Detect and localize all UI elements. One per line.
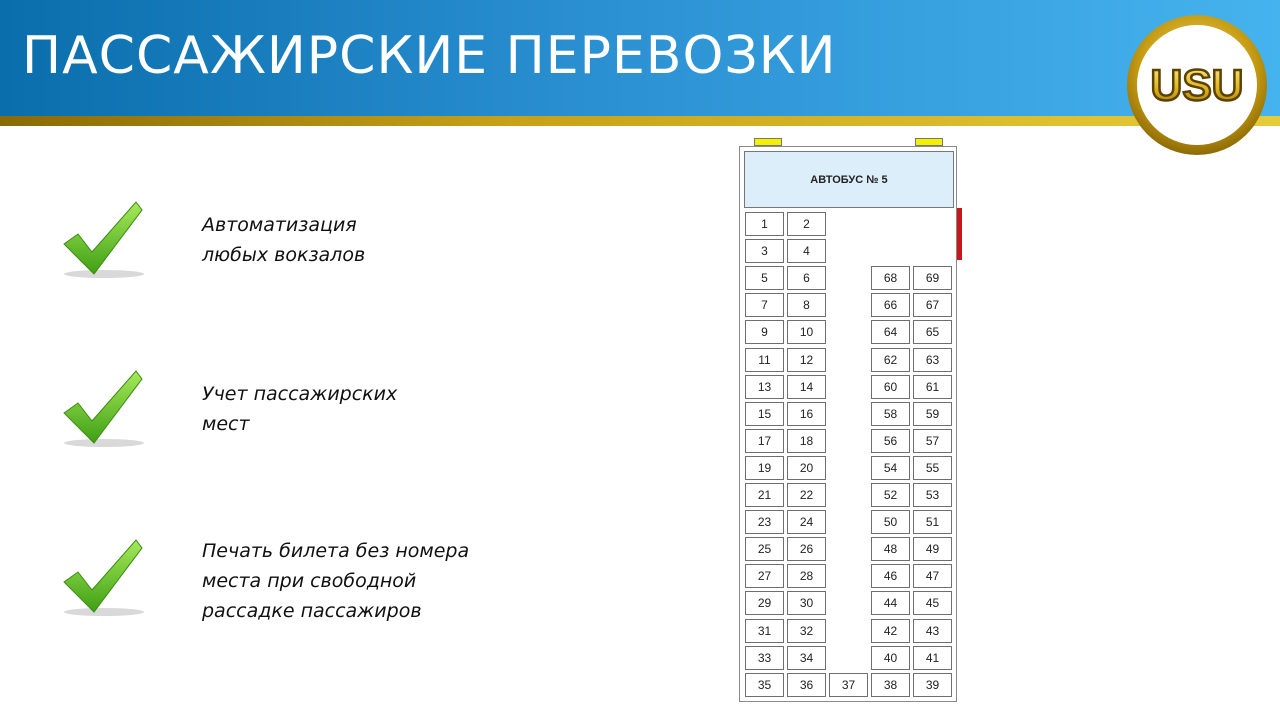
seat-18[interactable]: 18 bbox=[787, 429, 826, 453]
seat-67[interactable]: 67 bbox=[913, 293, 952, 317]
seat-12[interactable]: 12 bbox=[787, 348, 826, 372]
seat-61[interactable]: 61 bbox=[913, 375, 952, 399]
seat-4[interactable]: 4 bbox=[787, 239, 826, 263]
seat-35[interactable]: 35 bbox=[745, 673, 784, 697]
seat-44[interactable]: 44 bbox=[871, 591, 910, 615]
seat-23[interactable]: 23 bbox=[745, 510, 784, 534]
seat-21[interactable]: 21 bbox=[745, 483, 784, 507]
seat-65[interactable]: 65 bbox=[913, 320, 952, 344]
seat-37[interactable]: 37 bbox=[829, 673, 868, 697]
seat-26[interactable]: 26 bbox=[787, 537, 826, 561]
seat-15[interactable]: 15 bbox=[745, 402, 784, 426]
seat-60[interactable]: 60 bbox=[871, 375, 910, 399]
seat-40[interactable]: 40 bbox=[871, 646, 910, 670]
seat-27[interactable]: 27 bbox=[745, 564, 784, 588]
seat-55[interactable]: 55 bbox=[913, 456, 952, 480]
seat-38[interactable]: 38 bbox=[871, 673, 910, 697]
seat-53[interactable]: 53 bbox=[913, 483, 952, 507]
seat-45[interactable]: 45 bbox=[913, 591, 952, 615]
seat-10[interactable]: 10 bbox=[787, 320, 826, 344]
seat-24[interactable]: 24 bbox=[787, 510, 826, 534]
seat-20[interactable]: 20 bbox=[787, 456, 826, 480]
header-gold-stripe bbox=[0, 116, 1280, 126]
logo-text: USU bbox=[1150, 61, 1244, 110]
checkmark-icon bbox=[58, 369, 150, 449]
seat-58[interactable]: 58 bbox=[871, 402, 910, 426]
seat-14[interactable]: 14 bbox=[787, 375, 826, 399]
seat-47[interactable]: 47 bbox=[913, 564, 952, 588]
checkmark-icon bbox=[58, 538, 150, 618]
seat-48[interactable]: 48 bbox=[871, 537, 910, 561]
seat-29[interactable]: 29 bbox=[745, 591, 784, 615]
seat-56[interactable]: 56 bbox=[871, 429, 910, 453]
seat-57[interactable]: 57 bbox=[913, 429, 952, 453]
seat-42[interactable]: 42 bbox=[871, 619, 910, 643]
seat-31[interactable]: 31 bbox=[745, 619, 784, 643]
seat-43[interactable]: 43 bbox=[913, 619, 952, 643]
seat-9[interactable]: 9 bbox=[745, 320, 784, 344]
bus-mirror-right bbox=[915, 138, 943, 146]
seat-54[interactable]: 54 bbox=[871, 456, 910, 480]
seat-11[interactable]: 11 bbox=[745, 348, 784, 372]
seat-49[interactable]: 49 bbox=[913, 537, 952, 561]
seat-3[interactable]: 3 bbox=[745, 239, 784, 263]
seat-19[interactable]: 19 bbox=[745, 456, 784, 480]
seat-63[interactable]: 63 bbox=[913, 348, 952, 372]
bus-mirror-left bbox=[754, 138, 782, 146]
seat-52[interactable]: 52 bbox=[871, 483, 910, 507]
usu-logo bbox=[1125, 13, 1269, 157]
seat-62[interactable]: 62 bbox=[871, 348, 910, 372]
seat-7[interactable]: 7 bbox=[745, 293, 784, 317]
seat-69[interactable]: 69 bbox=[913, 266, 952, 290]
feature-text: Учет пассажирских мест bbox=[202, 383, 398, 435]
seat-36[interactable]: 36 bbox=[787, 673, 826, 697]
feature-text: Печать билета без номера места при свободной рассадке пассажиров bbox=[202, 540, 470, 622]
seat-13[interactable]: 13 bbox=[745, 375, 784, 399]
feature-text: Автоматизация любых вокзалов bbox=[202, 214, 366, 266]
seat-41[interactable]: 41 bbox=[913, 646, 952, 670]
seat-34[interactable]: 34 bbox=[787, 646, 826, 670]
seat-46[interactable]: 46 bbox=[871, 564, 910, 588]
page-title: ПАССАЖИРСКИЕ ПЕРЕВОЗКИ bbox=[22, 26, 837, 86]
seat-22[interactable]: 22 bbox=[787, 483, 826, 507]
seat-2[interactable]: 2 bbox=[787, 212, 826, 236]
seat-66[interactable]: 66 bbox=[871, 293, 910, 317]
seat-25[interactable]: 25 bbox=[745, 537, 784, 561]
checkmark-icon bbox=[58, 200, 150, 280]
seat-68[interactable]: 68 bbox=[871, 266, 910, 290]
bus-door bbox=[957, 208, 962, 260]
seat-39[interactable]: 39 bbox=[913, 673, 952, 697]
seat-64[interactable]: 64 bbox=[871, 320, 910, 344]
seat-17[interactable]: 17 bbox=[745, 429, 784, 453]
seat-28[interactable]: 28 bbox=[787, 564, 826, 588]
seat-8[interactable]: 8 bbox=[787, 293, 826, 317]
seat-1[interactable]: 1 bbox=[745, 212, 784, 236]
seat-50[interactable]: 50 bbox=[871, 510, 910, 534]
seat-30[interactable]: 30 bbox=[787, 591, 826, 615]
seat-16[interactable]: 16 bbox=[787, 402, 826, 426]
seat-5[interactable]: 5 bbox=[745, 266, 784, 290]
seat-32[interactable]: 32 bbox=[787, 619, 826, 643]
seat-33[interactable]: 33 bbox=[745, 646, 784, 670]
seat-59[interactable]: 59 bbox=[913, 402, 952, 426]
seat-51[interactable]: 51 bbox=[913, 510, 952, 534]
seat-6[interactable]: 6 bbox=[787, 266, 826, 290]
bus-label: АВТОБУС № 5 bbox=[744, 151, 954, 208]
